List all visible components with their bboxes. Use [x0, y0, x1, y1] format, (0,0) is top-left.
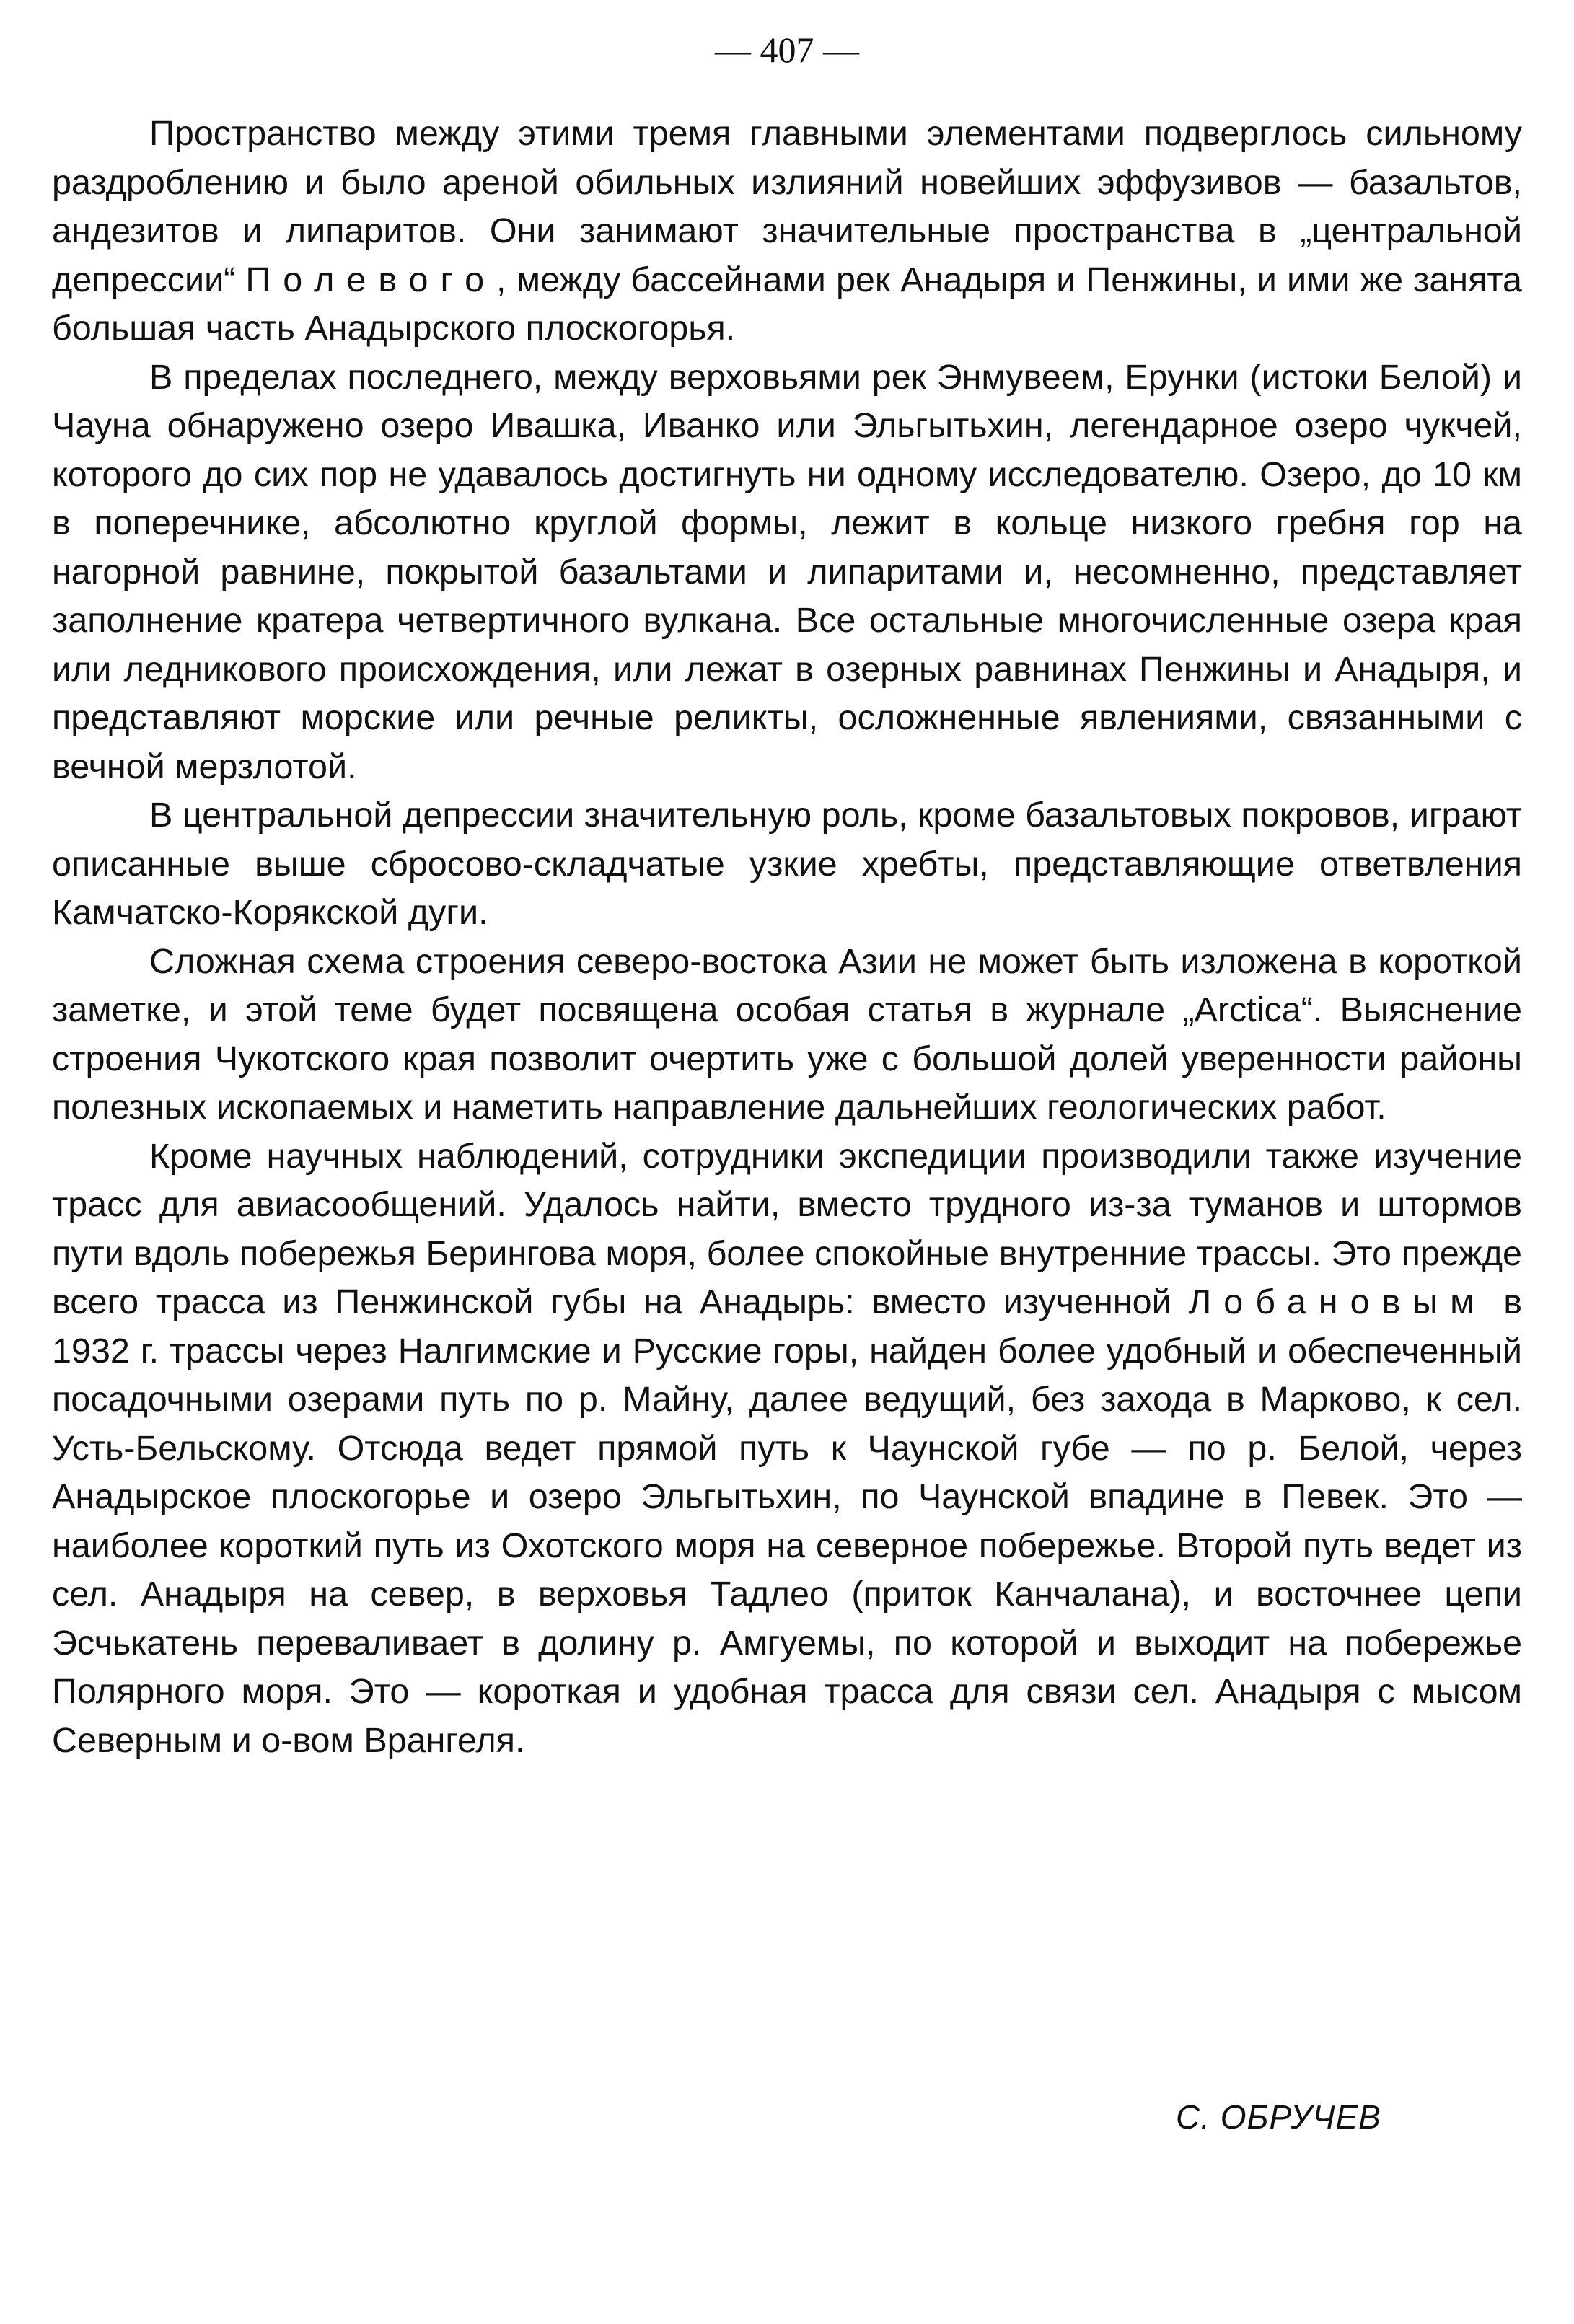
paragraph [52, 353, 1522, 792]
text-segment: , между бассейнами рек Анадыря и Пенжины, и ими же занята большая часть Анадырского плоскогорья. [52, 260, 1522, 348]
text-segment: В центральной депрессии значительную роль, кроме базальтовых покровов, играют описанные выше сбросово-складчатые узкие хребты, представляющие ответвления Камчатско-Корякской дуги. [52, 796, 1522, 932]
text-segment: В пределах последнего, между верховьями рек Энмувеем, Ерунки (истоки Белой) и Чауна обнаружено озеро Ивашка, Иванко или Эльгытьхин, легендарное озеро чукчей, которого до сих пор не удавалось достигнуть ни одному исследователю. Озеро, до 10 км в поперечнике, абсолютно круглой формы, лежит в кольце низкого гребня гор на нагорной равнине, покрытой базальтами и липаритами и, несомненно, представляет заполнение кратера четвертичного вулкана. Все остальные многочисленные озера края или ледникового происхождения, или лежат в озерных равнинах Пенжины и Анадыря, и представляют морские или речные реликты, осложненные явлениями, связанными с вечной мерзлотой. [52, 357, 1522, 786]
spaced-name: Полевого [245, 260, 497, 299]
article-body [52, 110, 1522, 1765]
text-segment: Кроме научных наблюдений, сотрудники экспедиции производили также изучение трасс для авиасообщений. Удалось найти, вместо трудного из-за туманов и штормов пути вдоль побережья Берингова моря, более спокойные внутренние трассы. Это прежде всего трасса из Пенжинской губы на Анадырь: вместо изученной [52, 1136, 1522, 1321]
paragraph [52, 938, 1522, 1132]
spaced-name: Лобановым [1188, 1282, 1487, 1321]
author-signature: С. ОБРУЧЕВ [1176, 2098, 1381, 2136]
paragraph [52, 1132, 1522, 1766]
paragraph [52, 110, 1522, 353]
text-segment: в 1932 г. трассы через Налгимские и Русские горы, найден более удобный и обеспеченный посадочными озерами путь по р. Майну, далее ведущий, без захода в Марково, к сел. Усть-Бельскому. Отсюда ведет прямой путь к Чаунской губе — по р. Белой, через Анадырское плоскогорье и озеро Эльгытьхин, по Чаунской впадине в Певек. Это — наиболее короткий путь из Охотского моря на северное побережье. Второй путь ведет из сел. Анадыря на север, в верховья Тадлео (приток Канчалана), и восточнее цепи Эсчькатень переваливает в долину р. Амгуемы, по которой и выходит на побережье Полярного моря. Это — короткая и удобная трасса для связи сел. Анадыря с мысом Северным и о-вом Врангеля. [52, 1282, 1522, 1760]
page-number: — 407 — [715, 30, 859, 70]
paragraph [52, 791, 1522, 938]
text-segment: Сложная схема строения северо-востока Азии не может быть изложена в короткой заметке, и этой теме будет посвящена особая статья в журнале „Arctica“. Выяснение строения Чукотского края позволит очертить уже с большой долей уверенности районы полезных ископаемых и наметить направление дальнейших геологических работ. [52, 941, 1522, 1127]
text-segment: Пространство между этими тремя главными элементами подверглось сильному раздроблению и было ареной обильных излияний новейших эффузивов — базальтов, андезитов и липаритов. Они занимают значительные пространства в „центральной депрессии“ [52, 114, 1522, 299]
